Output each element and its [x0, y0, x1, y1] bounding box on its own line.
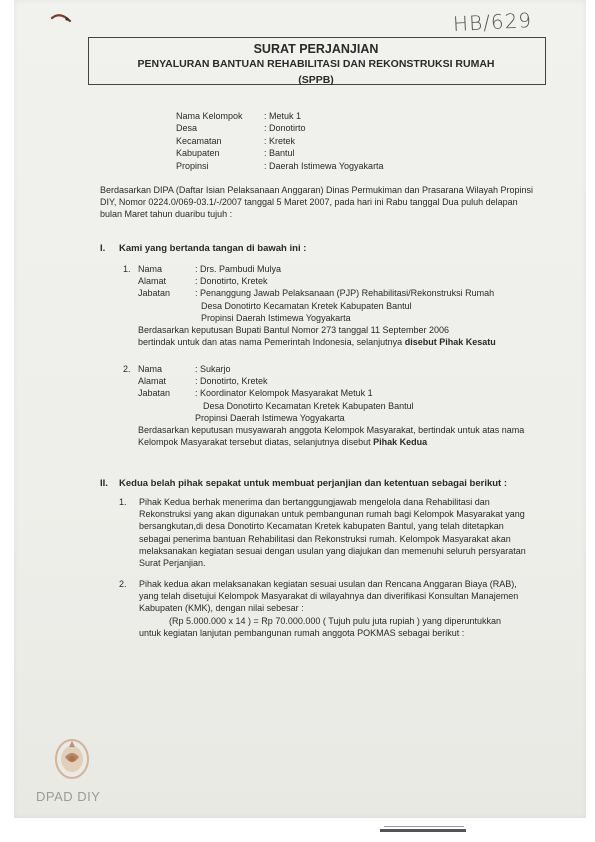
- info-label: Nama Kelompok: [176, 111, 243, 121]
- party-label: Nama: [138, 264, 163, 274]
- item-line: Pihak Kedua berhak menerima dan bertanggungjawab mengelola dana Rehabilitasi dan: [139, 497, 490, 507]
- footer-rule: [384, 826, 464, 827]
- info-row: [176, 135, 384, 147]
- info-label: Kecamatan: [176, 135, 222, 146]
- info-row: [176, 147, 384, 159]
- party-value: : Donotirto, Kretek: [195, 276, 268, 287]
- party-1-block: [138, 263, 558, 348]
- jabatan-continuation: Propinsi Daerah Istimewa Yogyakarta: [201, 312, 351, 323]
- section-1-number: I.: [100, 243, 106, 254]
- info-value: : Donotirto: [264, 123, 306, 134]
- watermark-label: DPAD DIY: [36, 789, 101, 804]
- party-role: Pihak Kedua: [373, 437, 428, 448]
- party-basis: [138, 436, 558, 448]
- item-1-number: 1.: [119, 497, 127, 507]
- document-subtitle: PENYALURAN BANTUAN REHABILITASI DAN REKONSTRUKSI RUMAH: [137, 58, 495, 70]
- info-label: Kabupaten: [176, 148, 220, 159]
- regional-seal-icon: [52, 735, 92, 781]
- party-2-number: 2.: [123, 364, 131, 374]
- item-line: yang telah disetujui Kelompok Masyarakat di wilayahnya dan diverifikasi Konsultan Manajemen: [139, 591, 519, 602]
- item-line: Pihak kedua akan melaksanakan kegiatan sesuai usulan dan Rencana Anggaran Biaya (RAB),: [139, 579, 517, 589]
- party-label: Nama: [138, 364, 163, 374]
- party-value: : Penanggung Jawab Pelaksanaan (PJP) Rehabilitasi/Rekonstruksi Rumah: [195, 288, 495, 299]
- party-basis-text: Kelompok Masyarakat tersebut diatas, selanjutnya disebut: [138, 437, 371, 448]
- item-2-text: [139, 578, 559, 639]
- item-line: Rekonstruksi yang akan digunakan untuk pembangunan rumah bagi Kelompok Masyarakat yang: [139, 509, 525, 520]
- party-row: [138, 263, 558, 275]
- info-label: Propinsi: [176, 160, 209, 171]
- item-1-text: [139, 496, 559, 569]
- party-label: Jabatan: [138, 388, 171, 399]
- party-basis: Berdasarkan keputusan musyawarah anggota Kelompok Masyarakat, bertindak untuk atas nama: [138, 425, 525, 436]
- party-row: [138, 363, 558, 375]
- party-role: disebut Pihak Kesatu: [404, 337, 496, 348]
- intro-line: bulan Maret tahun duaribu tujuh :: [100, 209, 233, 220]
- party-basis: [138, 336, 558, 348]
- party-value: : Sukarjo: [195, 364, 231, 374]
- jabatan-continuation: Desa Donotirto Kecamatan Kretek Kabupaten Bantul: [201, 300, 412, 311]
- intro-line: DIY, Nomor 0224.0/069-03.1/-/2007 tanggal 5 Maret 2007, pada hari ini Rabu tanggal Dua puluh delapan: [100, 197, 518, 208]
- info-value: : Metuk 1: [264, 111, 302, 121]
- party-2-block: [138, 363, 558, 448]
- item-line: sebagai penerima bantuan Rehabilitasi dan Rekonstruksi rumah. Kelompok Masyarakat akan: [139, 533, 511, 544]
- info-value: : Kretek: [264, 135, 296, 146]
- item-line: Kabupaten (KMK), dengan nilai sebesar :: [139, 603, 304, 614]
- item-line: bersangkutan,di desa Donotirto Kecamatan Kretek kabupaten Bantul, yang telah ditetapkan: [139, 521, 504, 532]
- party-row: [138, 387, 558, 399]
- intro-line: Berdasarkan DIPA (Daftar Isian Pelaksanaan Anggaran) Dinas Permukiman dan Prasarana Wilayah Propinsi: [100, 185, 534, 195]
- handwritten-archive-code: HB/629: [452, 7, 533, 37]
- item-line: melaksanakan kegiatan sesuai dengan usulan yang diajukan dan memenuhi seluruh persyaratan: [139, 545, 526, 556]
- item-2-number: 2.: [119, 579, 127, 589]
- party-value: : Drs. Pambudi Mulya: [195, 264, 282, 274]
- party-label: Jabatan: [138, 288, 171, 299]
- info-value: : Bantul: [264, 148, 295, 159]
- party-row: [138, 275, 558, 287]
- document-title: SURAT PERJANJIAN: [253, 42, 379, 56]
- intro-paragraph: [100, 184, 560, 221]
- info-row: [176, 160, 384, 172]
- jabatan-continuation: Desa Donotirto Kecamatan Kretek Kabupaten Bantul: [203, 400, 414, 411]
- party-basis: Berdasarkan keputusan Bupati Bantul Nomor 273 tanggal 11 September 2006: [138, 325, 450, 336]
- section-1-title: Kami yang bertanda tangan di bawah ini :: [119, 243, 307, 254]
- party-value: : Koordinator Kelompok Masyarakat Metuk 1: [195, 388, 373, 399]
- section-2-number: II.: [100, 478, 108, 489]
- group-info: [176, 110, 384, 172]
- party-label: Alamat: [138, 376, 167, 387]
- section-2-title: Kedua belah pihak sepakat untuk membuat perjanjian dan ketentuan sebagai berikut :: [119, 478, 508, 489]
- info-value: : Daerah Istimewa Yogyakarta: [264, 160, 384, 171]
- info-label: Desa: [176, 123, 198, 134]
- footer-mark: [380, 829, 466, 832]
- party-row: [138, 375, 558, 387]
- item-line: Surat Perjanjian.: [139, 558, 206, 569]
- amount-line: (Rp 5.000.000 x 14 ) = Rp 70.000.000 ( Tujuh pulu juta rupiah ) yang diperuntukkan: [169, 615, 501, 626]
- party-label: Alamat: [138, 276, 167, 287]
- info-row: [176, 122, 384, 134]
- document-abbreviation: (SPPB): [298, 74, 334, 86]
- party-1-number: 1.: [123, 264, 131, 274]
- party-basis-text: bertindak untuk dan atas nama Pemerintah Indonesia, selanjutnya: [138, 337, 403, 348]
- staple-mark-icon: [50, 12, 72, 26]
- info-row: [176, 110, 384, 122]
- party-row: [138, 287, 558, 299]
- party-value: : Donotirto, Kretek: [195, 376, 268, 387]
- item-line: untuk kegiatan lanjutan pembangunan rumah anggota POKMAS sebagai berikut :: [139, 627, 465, 638]
- jabatan-continuation: Propinsi Daerah Istimewa Yogyakarta: [195, 412, 345, 423]
